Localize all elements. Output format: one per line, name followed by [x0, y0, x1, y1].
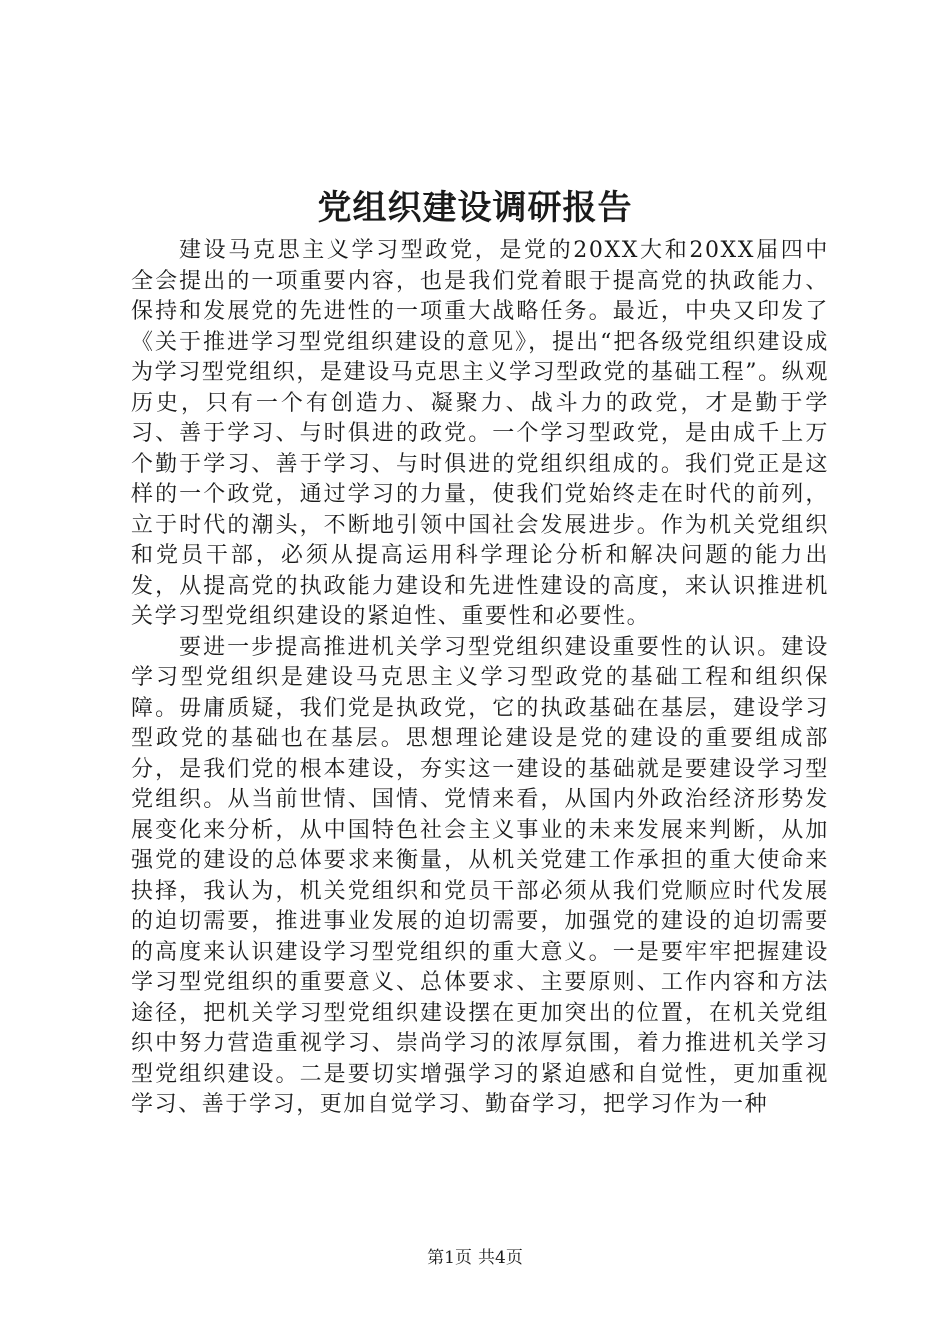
document-title: 党组织建设调研报告 [317, 188, 633, 228]
page-total: 共4页 [478, 1248, 523, 1268]
page-number: 第1页 [427, 1248, 472, 1268]
page-footer [0, 1246, 950, 1270]
document-body [131, 236, 829, 1121]
paragraph-1: 建设马克思主义学习型政党，是党的20XX大和20XX届四中全会提出的一项重要内容，也是我们党着眼于提高党的执政能力、保持和发展党的先进性的一项重大战略任务。最近，中央又印发了《关于推进学习型党组织建设的意见》，提出“把各级党组织建设成为学习型党组织，是建设马克思主义学习型政党的基础工程”。纵观历史，只有一个有创造力、凝聚力、战斗力的政党，才是勤于学习、善于学习、与时俱进的政党。一个学习型政党，是由成千上万个勤于学习、善于学习、与时俱进的党组织组成的。我们党正是这样的一个政党，通过学习的力量，使我们党始终走在时代的前列，立于时代的潮头，不断地引领中国社会发展进步。作为机关党组织和党员干部，必须从提高运用科学理论分析和解决问题的能力出发，从提高党的执政能力建设和先进性建设的高度，来认识推进机关学习型党组织建设的紧迫性、重要性和必要性。 [131, 238, 829, 629]
paragraph-2: 要进一步提高推进机关学习型党组织建设重要性的认识。建设学习型党组织是建设马克思主义学习型政党的基础工程和组织保障。毋庸质疑，我们党是执政党，它的执政基础在基层，建设学习型政党的基础也在基层。思想理论建设是党的建设的重要组成部分，是我们党的根本建设，夯实这一建设的基础就是要建设学习型党组织。从当前世情、国情、党情来看，从国内外政治经济形势发展变化来分析，从中国特色社会主义事业的未来发展来判断，从加强党的建设的总体要求来衡量，从机关党建工作承担的重大使命来抉择，我认为，机关党组织和党员干部必须从我们党顺应时代发展的迫切需要，推进事业发展的迫切需要，加强党的建设的迫切需要的高度来认识建设学习型党组织的重大意义。一是要牢牢把握建设学习型党组织的重要意义、总体要求、主要原则、工作内容和方法途径，把机关学习型党组织建设摆在更加突出的位置，在机关党组织中努力营造重视学习、崇尚学习的浓厚氛围，着力推进机关学习型党组织建设。二是要切实增强学习的紧迫感和自觉性，更加重视学习、善于学习，更加自觉学习、勤奋学习，把学习作为一种 [131, 634, 829, 1117]
